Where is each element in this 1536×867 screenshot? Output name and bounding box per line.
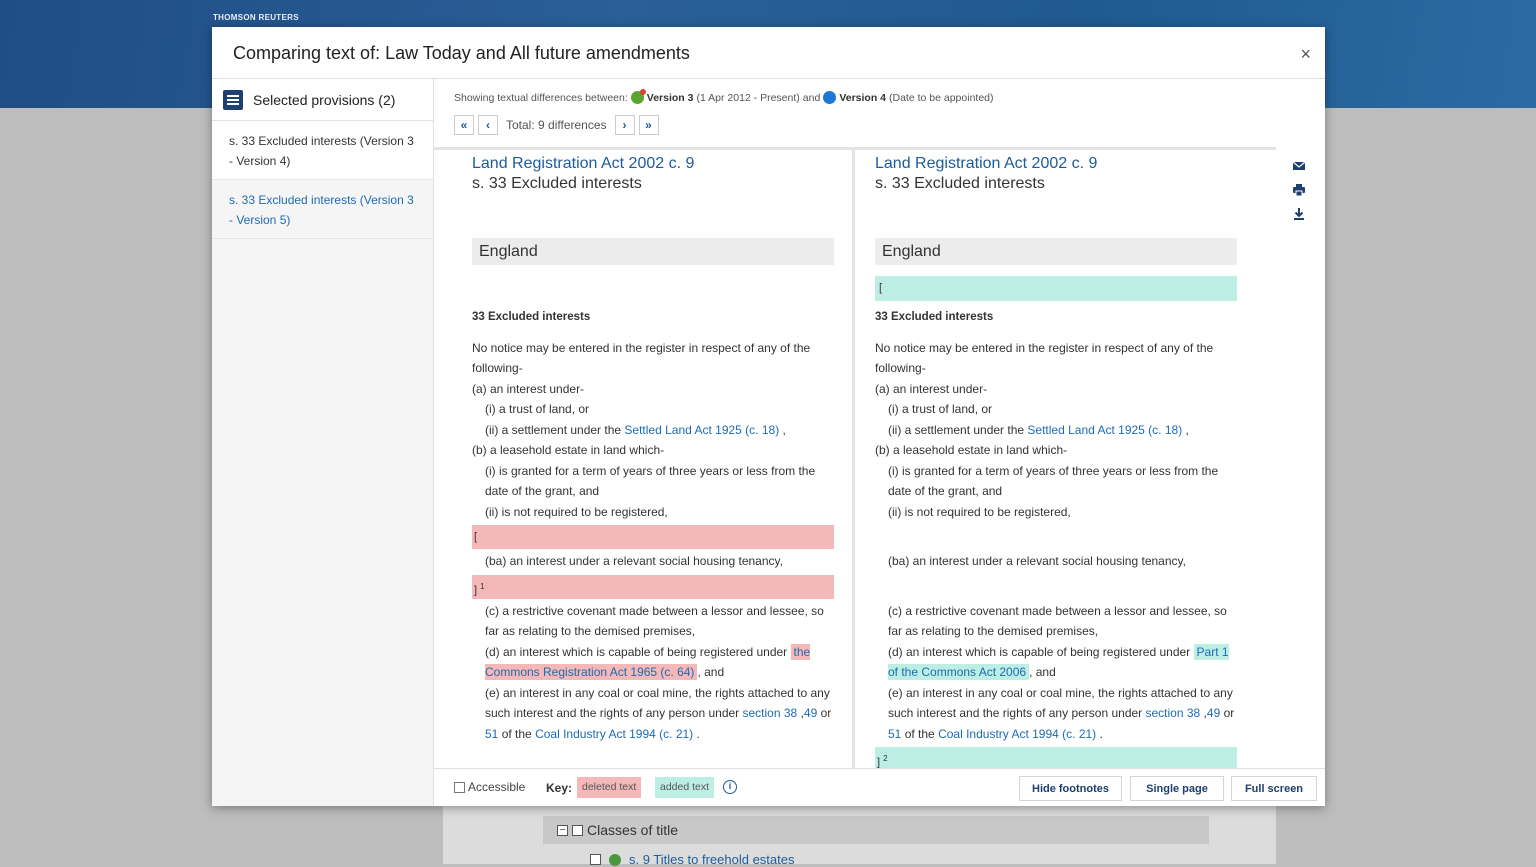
- version-4-date: (Date to be appointed): [889, 91, 994, 104]
- para-b-ii: (ii) is not required to be registered,: [485, 504, 668, 519]
- comparison-panes: [434, 147, 1276, 768]
- section-title: s. 33 Excluded interests: [875, 175, 1045, 192]
- para-b: (b) a leasehold estate in land which-: [472, 443, 665, 457]
- key-label: Key:: [546, 781, 573, 795]
- toc-link-label: s. 9 Titles to freehold estates: [629, 852, 795, 867]
- info-icon[interactable]: i: [723, 780, 737, 794]
- para-e-sep: ,: [1203, 706, 1207, 720]
- added-key: added text: [655, 777, 714, 798]
- empty-row: [875, 525, 1237, 549]
- provision-heading: 33 Excluded interests: [875, 311, 994, 323]
- version-3-date: (1 Apr 2012 - Present): [696, 91, 800, 104]
- para-e: [472, 683, 834, 745]
- para-a-ii: [472, 420, 834, 441]
- para-d-end: , and: [697, 665, 725, 679]
- para-a-i: (i) a trust of land, or: [485, 402, 590, 416]
- section-38-link[interactable]: section 38: [742, 706, 798, 720]
- para-a: (a) an interest under-: [472, 381, 585, 396]
- para-d-end: , and: [1029, 665, 1056, 679]
- commons-registration-act-link[interactable]: the Commons Registration Act 1965 (c. 64): [485, 644, 811, 679]
- modal-header: [212, 27, 1325, 79]
- para-e-end: .: [1099, 726, 1103, 741]
- section-51-link[interactable]: 51: [888, 726, 902, 741]
- para-c: (c) a restrictive covenant made between a lessor and lessee, so far as relating to the demised premises,: [888, 603, 1227, 638]
- sidebar: [212, 79, 434, 806]
- settled-land-act-link[interactable]: Settled Land Act 1925 (c. 18): [1027, 422, 1183, 437]
- full-screen-button[interactable]: Full screen: [1231, 776, 1317, 801]
- section-49-link[interactable]: 49: [803, 706, 818, 720]
- para-e-or: or: [1223, 706, 1235, 720]
- para-e-of: of the: [501, 726, 532, 741]
- para-d: [472, 642, 834, 683]
- difference-count: Total: 9 differences: [506, 118, 607, 132]
- close-icon[interactable]: ×: [1300, 44, 1311, 64]
- difference-navigation: [454, 115, 659, 135]
- accessible-checkbox[interactable]: [454, 782, 465, 793]
- deleted-open-bracket: [: [472, 525, 834, 549]
- act-title[interactable]: Land Registration Act 2002 c. 9: [472, 155, 695, 172]
- deleted-close-bracket: [472, 575, 834, 599]
- para-e-or: or: [820, 706, 832, 720]
- section-51-link[interactable]: 51: [485, 726, 499, 741]
- print-icon[interactable]: [1292, 183, 1306, 197]
- right-pane[interactable]: [855, 150, 1276, 768]
- para-e-end: .: [696, 726, 700, 741]
- para-a-ii-text: (ii) a settlement under the: [888, 422, 1025, 437]
- coal-industry-act-link[interactable]: Coal Industry Act 1994 (c. 21): [535, 726, 694, 741]
- para-a-ii-end: ,: [1185, 422, 1189, 437]
- modal-footer: [434, 768, 1325, 806]
- section-49-link[interactable]: 49: [1206, 706, 1221, 720]
- para-d-text: (d) an interest which is capable of being registered under: [888, 644, 1191, 659]
- close-bracket: ]: [877, 756, 881, 768]
- commons-act-2006-link[interactable]: Part 1 of the Commons Act 2006: [888, 644, 1229, 679]
- toc-checkbox: [572, 825, 583, 836]
- version-4-status-icon: [823, 91, 836, 104]
- empty-row: [875, 575, 1237, 599]
- added-open-bracket: [: [875, 276, 1237, 301]
- close-bracket: ]: [474, 584, 478, 597]
- brand-logo: THOMSON REUTERS: [213, 13, 299, 22]
- first-difference-button[interactable]: «: [454, 115, 474, 135]
- footnote-2[interactable]: 2: [883, 754, 888, 763]
- para-a-i: (i) a trust of land, or: [888, 402, 993, 416]
- intro-text: No notice may be entered in the register in respect of any of the following-: [472, 340, 811, 375]
- para-e-sep: ,: [800, 706, 804, 720]
- act-title[interactable]: Land Registration Act 2002 c. 9: [875, 155, 1098, 172]
- sidebar-item-version-3-5[interactable]: s. 33 Excluded interests (Version 3 - Version 5): [212, 180, 433, 239]
- document-tools: [1289, 159, 1309, 221]
- version-4-label: Version 4: [839, 91, 887, 104]
- coal-industry-act-link[interactable]: Coal Industry Act 1994 (c. 21): [938, 726, 1097, 741]
- para-b: (b) a leasehold estate in land which-: [875, 443, 1068, 457]
- single-page-button[interactable]: Single page: [1130, 776, 1224, 801]
- accessible-toggle[interactable]: [454, 780, 525, 794]
- previous-difference-button[interactable]: ‹: [478, 115, 498, 135]
- para-a-ii-text: (ii) a settlement under the: [485, 422, 622, 437]
- deleted-key: deleted text: [577, 777, 641, 798]
- provision-heading: 33 Excluded interests: [472, 311, 591, 323]
- compare-modal: [212, 27, 1325, 806]
- para-c: (c) a restrictive covenant made between a lessor and lessee, so far as relating to the demised premises,: [485, 603, 824, 638]
- para-d-text: (d) an interest which is capable of being registered under: [485, 644, 788, 659]
- para-b-ii: (ii) is not required to be registered,: [888, 504, 1071, 519]
- background-toc-row: [543, 816, 1209, 844]
- version-3-label: Version 3: [646, 91, 694, 104]
- compare-main: [434, 79, 1325, 806]
- country-heading: England: [875, 238, 1237, 265]
- toc-row-label: Classes of title: [587, 822, 679, 838]
- versions-info: [454, 91, 994, 104]
- sidebar-header: [212, 79, 433, 121]
- country-heading: England: [472, 238, 834, 265]
- section-38-link[interactable]: section 38: [1145, 706, 1201, 720]
- background-toc-link: [590, 852, 794, 867]
- sidebar-item-version-3-4[interactable]: s. 33 Excluded interests (Version 3 - Version 4): [212, 121, 433, 180]
- para-b-i: (i) is granted for a term of years of three years or less from the date of the grant, and: [888, 463, 1219, 498]
- showing-prefix: Showing textual differences between:: [454, 91, 628, 104]
- list-icon: [223, 90, 243, 110]
- left-pane[interactable]: [434, 150, 855, 768]
- para-ba: (ba) an interest under a relevant social housing tenancy,: [888, 554, 1186, 568]
- version-3-status-icon: [631, 91, 644, 104]
- para-d: [875, 642, 1237, 683]
- intro-text: No notice may be entered in the register in respect of any of the following-: [875, 340, 1214, 375]
- bracket-spacer: [472, 276, 834, 301]
- modal-title: Comparing text of: Law Today and All future amendments: [233, 43, 690, 63]
- hide-footnotes-button[interactable]: Hide footnotes: [1019, 776, 1122, 801]
- toc-item-checkbox: [590, 854, 601, 865]
- download-icon[interactable]: [1292, 207, 1306, 221]
- settled-land-act-link[interactable]: Settled Land Act 1925 (c. 18): [624, 422, 780, 437]
- collapse-icon: −: [557, 825, 568, 836]
- para-e-text: (e) an interest in any coal or coal mine, the rights attached to any such interest and the rights of any person under: [485, 685, 830, 720]
- para-b-i: (i) is granted for a term of years of three years or less from the date of the grant, and: [485, 463, 816, 498]
- accessible-label: Accessible: [468, 780, 526, 794]
- para-a: (a) an interest under-: [875, 381, 988, 396]
- para-a-ii: [875, 420, 1237, 441]
- email-icon[interactable]: [1292, 159, 1306, 173]
- added-close-bracket: [875, 747, 1237, 768]
- footnote-1[interactable]: 1: [480, 581, 485, 591]
- para-e-text: (e) an interest in any coal or coal mine, the rights attached to any such interest and the rights of any person under: [888, 685, 1233, 720]
- and-text: and: [802, 91, 821, 104]
- sidebar-title: Selected provisions (2): [253, 91, 396, 108]
- para-e: [875, 683, 1237, 745]
- para-ba: (ba) an interest under a relevant social housing tenancy,: [485, 554, 783, 568]
- para-a-ii-end: ,: [782, 422, 786, 437]
- next-difference-button[interactable]: ›: [615, 115, 635, 135]
- section-title: s. 33 Excluded interests: [472, 175, 642, 192]
- last-difference-button[interactable]: »: [639, 115, 659, 135]
- para-e-of: of the: [904, 726, 935, 741]
